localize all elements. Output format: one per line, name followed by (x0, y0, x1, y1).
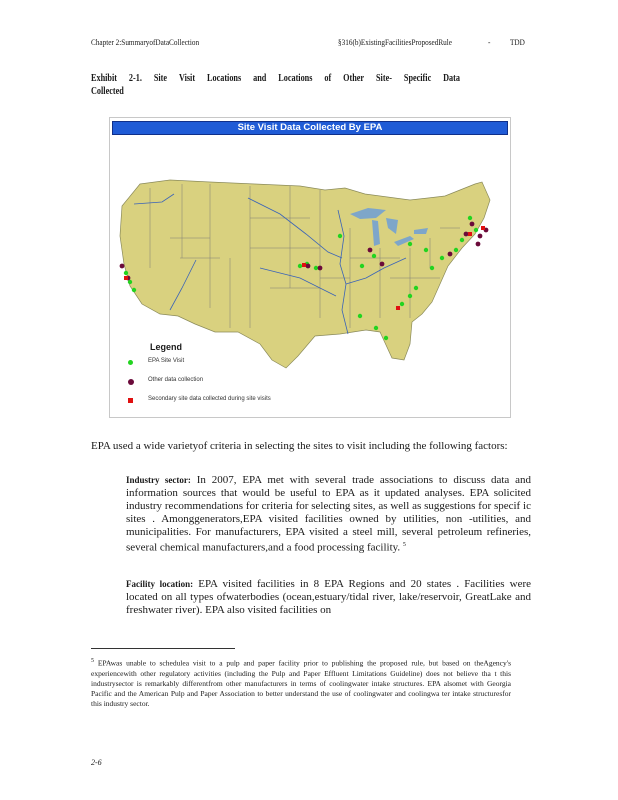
exhibit-title-word: Specific (403, 73, 432, 84)
footnote-divider (91, 648, 235, 649)
exhibit-title-line2: Collected (91, 86, 124, 97)
legend-label: Secondary site data collected during site visits (148, 396, 271, 402)
header-dash: - (488, 37, 491, 47)
green-circle-icon (128, 360, 133, 365)
exhibit-title-word: Locations (207, 73, 242, 84)
purple-circle-icon (128, 379, 134, 385)
footnote-text: EPAwas unable to schedulea visit to a pulp and paper facility prior to publishing the proposed rule, but based on theAgency's experiencewith other regulatory activities (including the Pulp and Paper Effluent Limitations Guideline) does not believe tha t this industrysector is remarkably differentfrom other manufacturers in terms of coolingwater intake structures. EPA alsomet with Georgia Pacific and the American Pulp and Paper Association to better understand the use of coolingwater and coolingwa ter intake structuresfor this industry sector. (91, 658, 512, 708)
bullet-lead: Industry sector: (126, 475, 191, 485)
header-chapter: Chapter 2:SummaryofDataCollection (91, 37, 200, 47)
legend-item-secondary-data (124, 390, 324, 409)
exhibit-title (91, 72, 460, 98)
footnote (91, 656, 511, 709)
exhibit-title-word: Exhibit (91, 73, 117, 84)
header-rule-title: §316(b)ExistingFacilitiesProposedRule (338, 37, 452, 47)
intro-paragraph: EPA used a wide varietyof criteria in selecting the sites to visit including the following factors: (91, 440, 508, 452)
exhibit-title-word: Data (443, 73, 460, 84)
exhibit-title-word: Visit (178, 73, 196, 84)
site-visit-map (109, 117, 511, 418)
exhibit-title-word: Other (343, 73, 365, 84)
red-square-icon (128, 398, 133, 403)
map-legend (124, 342, 324, 409)
footnote-number: 5 (91, 658, 94, 664)
legend-label: EPA Site Visit (148, 358, 185, 364)
exhibit-title-word: 2-1. (128, 73, 142, 84)
legend-title: Legend (150, 342, 183, 352)
bullet-text: EPA visited facilities in 8 EPA Regions and 20 states . Facilities were located on all types ofwaterbodies (ocean,estuary/tidal river, lake/reservoir, GreatLake and freshwater river). EPA also visited facilities on (126, 578, 531, 616)
exhibit-title-word: and (253, 73, 267, 84)
map-title: Site Visit Data Collected By EPA (112, 121, 508, 135)
bullet-industry-sector (91, 474, 531, 555)
exhibit-title-word: Locations (278, 73, 313, 84)
bullet-lead: Facility location: (126, 579, 194, 589)
header-tdd: TDD (510, 37, 525, 47)
exhibit-title-word: Site- (376, 73, 392, 84)
footnote-ref: 5 (402, 542, 406, 548)
exhibit-title-word: of (324, 73, 332, 84)
legend-item-epa-site-visit (124, 352, 324, 371)
exhibit-title-line1 (91, 72, 460, 85)
us-landmass (120, 180, 490, 368)
legend-item-other-data (124, 371, 324, 390)
bullet-text: In 2007, EPA met with several trade associations to discuss data and information sources that would be useful to EPA as it updated analyses. EPA solicited industry recommendations for criteria for selecting sites, as well as suggestions for specif ic sites . Amonggenerators,EPA visited facilities owned by utilities, non -utilities, and municipalities. For manufacturers, EPA visited a steel mill, several petroleum refineries, several chemical manufacturers,and a food processing facility. (126, 474, 531, 554)
bullet-facility-location (91, 578, 531, 617)
exhibit-title-word: Site (153, 73, 168, 84)
legend-label: Other data collection (148, 377, 204, 383)
page-number: 2-6 (91, 758, 102, 767)
